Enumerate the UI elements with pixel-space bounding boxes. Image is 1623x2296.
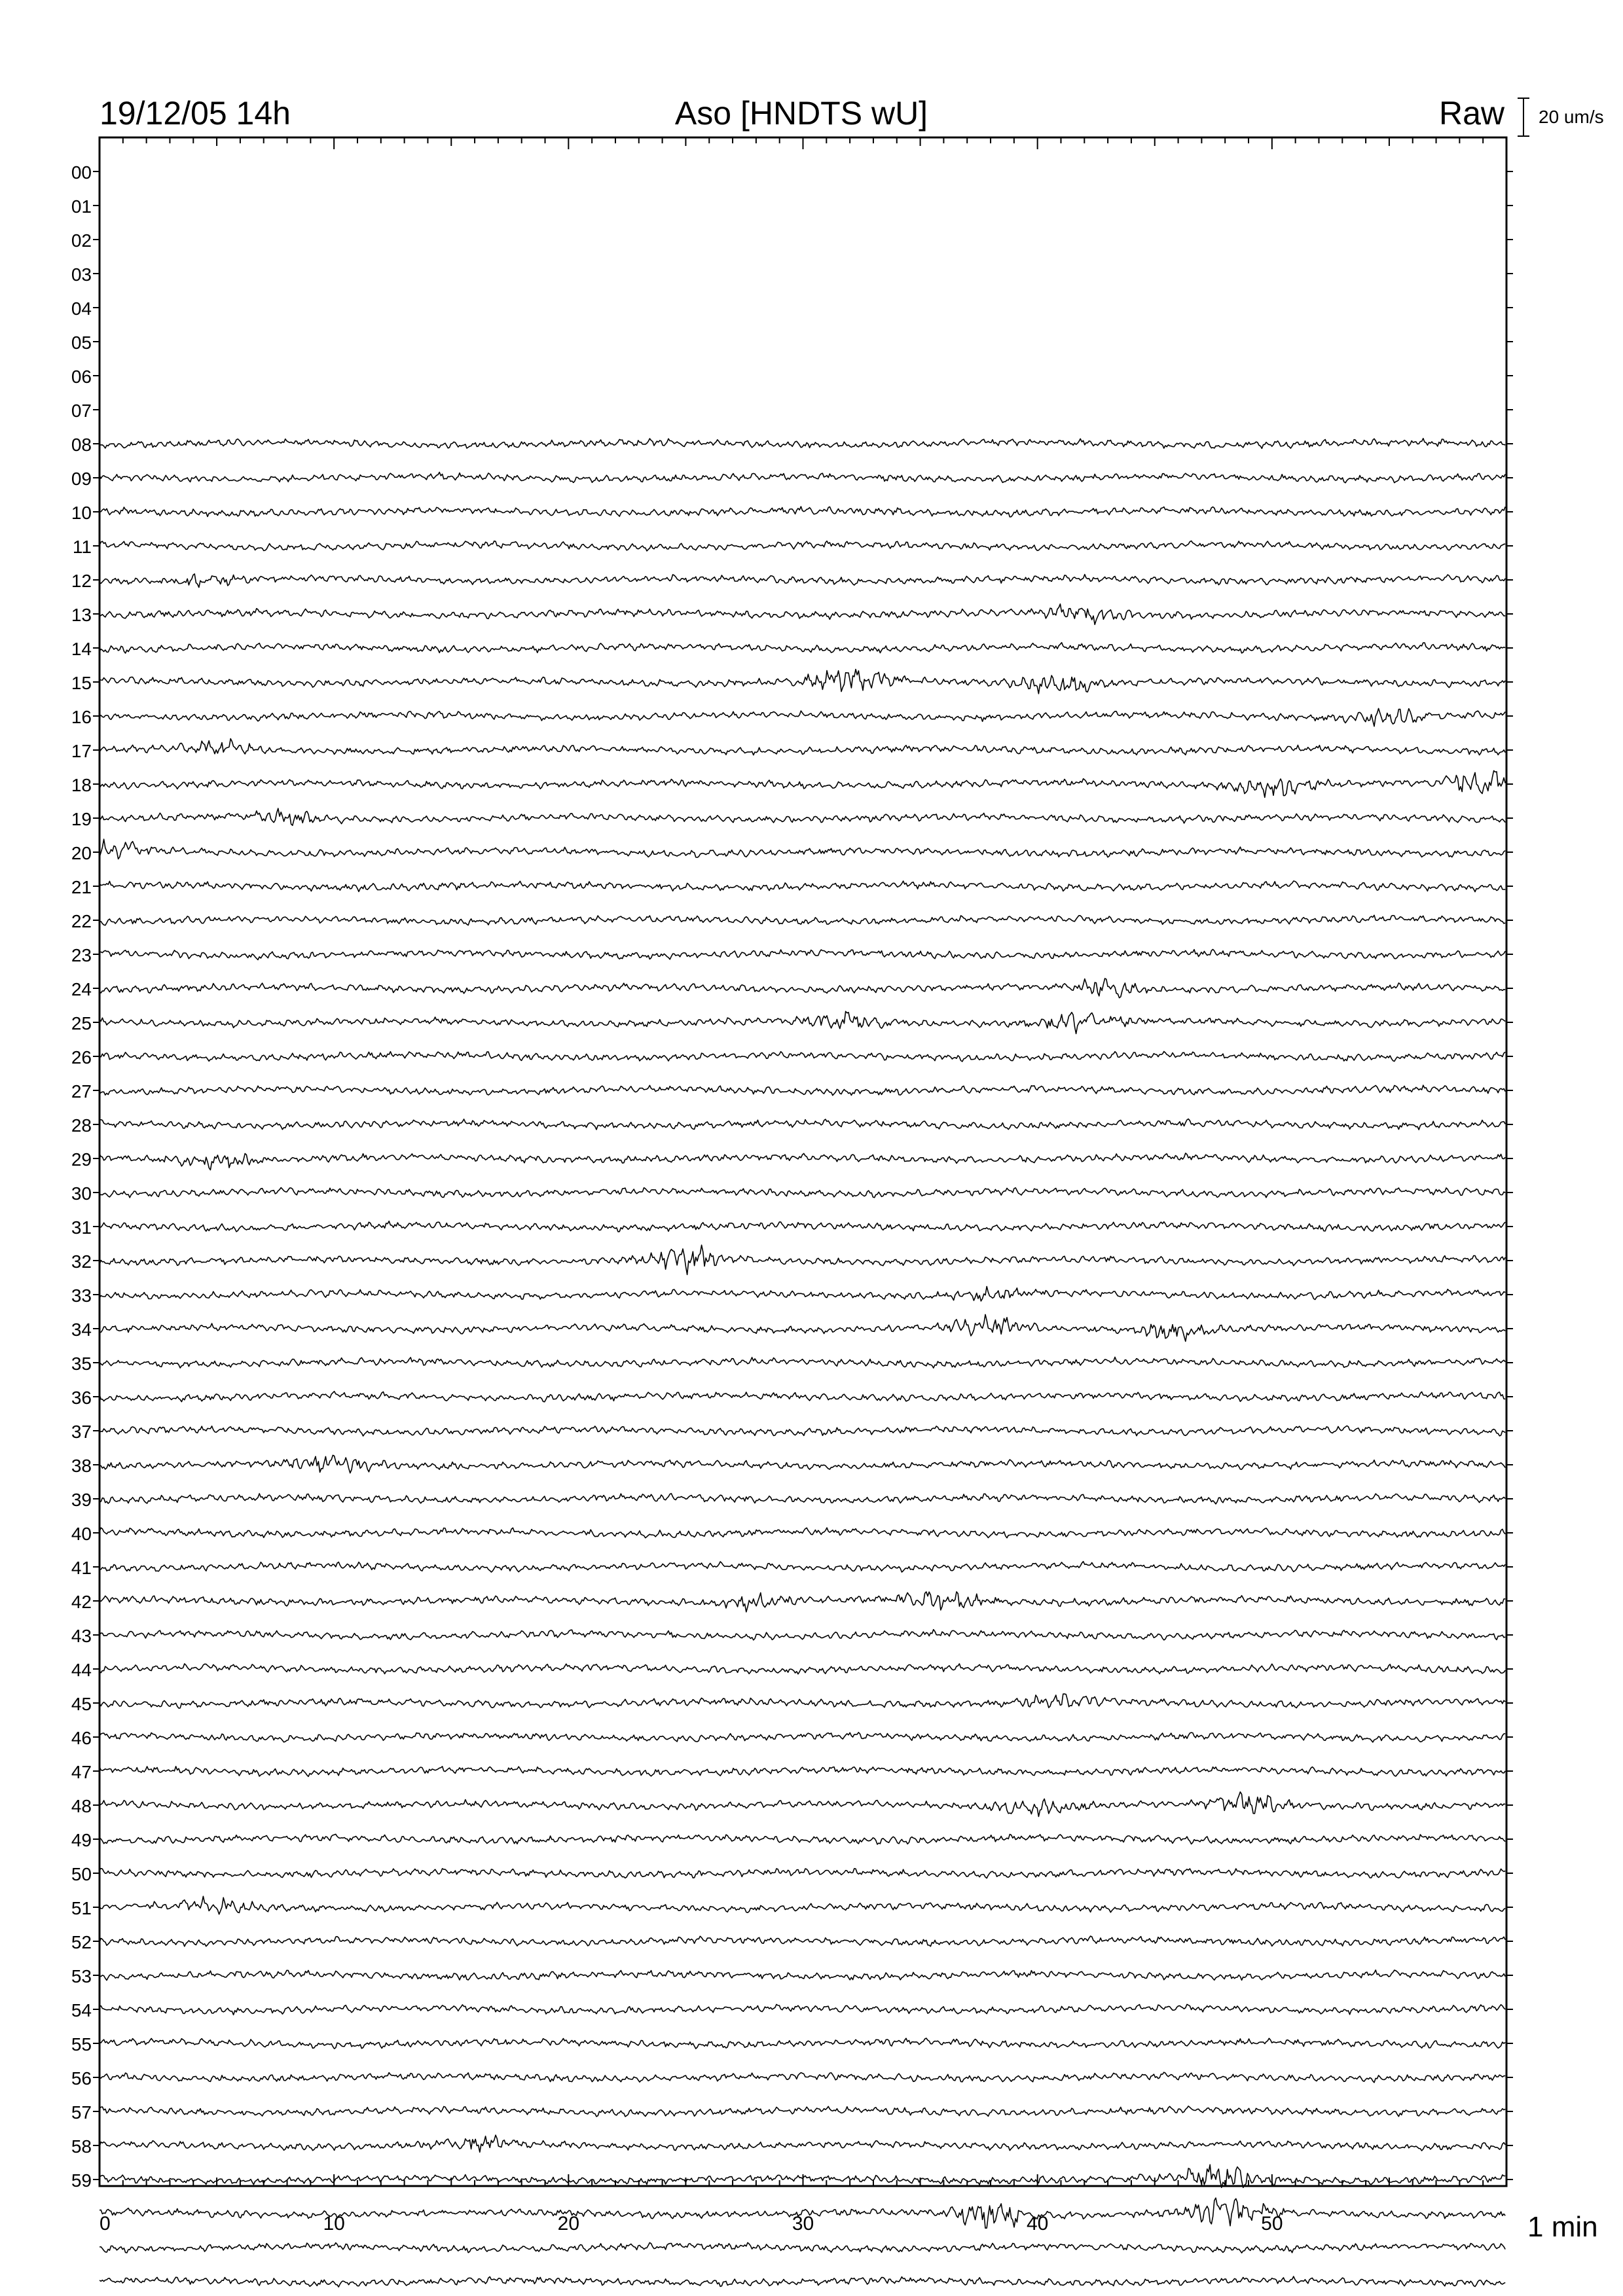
row-label: 13 xyxy=(71,605,92,625)
trace-row xyxy=(100,1869,1505,1878)
trace-row xyxy=(100,808,1505,825)
row-label: 29 xyxy=(71,1149,92,1170)
trace-row xyxy=(100,2072,1505,2083)
row-label: 36 xyxy=(71,1388,92,1408)
row-label: 06 xyxy=(71,367,92,387)
trace-row xyxy=(100,1528,1505,1538)
trace-row xyxy=(100,1767,1505,1777)
row-label: 33 xyxy=(71,1285,92,1306)
row-label: 45 xyxy=(71,1694,92,1714)
row-label: 00 xyxy=(71,162,92,183)
trace-row xyxy=(100,604,1505,624)
trace-row xyxy=(100,2243,1505,2253)
trace-row xyxy=(100,1494,1505,1504)
row-label: 25 xyxy=(71,1013,92,1033)
row-label: 46 xyxy=(71,1728,92,1748)
row-label: 41 xyxy=(71,1558,92,1578)
trace-row xyxy=(100,1314,1505,1341)
trace-row xyxy=(100,1834,1505,1844)
row-label: 59 xyxy=(71,2170,92,2191)
row-label: 37 xyxy=(71,1422,92,1442)
row-label: 22 xyxy=(71,911,92,931)
trace-row xyxy=(100,1391,1505,1402)
row-label: 15 xyxy=(71,673,92,693)
seismic-traces xyxy=(100,439,1505,2287)
trace-row xyxy=(100,978,1505,998)
x-tick-label: 0 xyxy=(100,2213,111,2234)
trace-row xyxy=(100,1630,1505,1640)
row-label: 04 xyxy=(71,298,92,319)
trace-row xyxy=(100,1562,1505,1572)
trace-row xyxy=(100,1085,1505,1096)
row-label: 40 xyxy=(71,1524,92,1544)
trace-row xyxy=(100,2038,1505,2049)
row-label: 34 xyxy=(71,1319,92,1340)
trace-row xyxy=(100,1188,1505,1198)
trace-row xyxy=(100,881,1505,892)
trace-row xyxy=(100,771,1505,798)
row-label: 27 xyxy=(71,1081,92,1102)
row-label: 09 xyxy=(71,469,92,489)
trace-row xyxy=(100,507,1505,517)
row-label: 31 xyxy=(71,1217,92,1238)
row-label: 28 xyxy=(71,1115,92,1136)
trace-row xyxy=(100,839,1505,859)
row-label: 17 xyxy=(71,741,92,761)
trace-row xyxy=(100,2106,1505,2117)
row-label: 14 xyxy=(71,639,92,659)
row-label: 05 xyxy=(71,332,92,353)
row-label: 07 xyxy=(71,401,92,421)
trace-row xyxy=(100,1732,1505,1742)
trace-row xyxy=(100,1287,1505,1301)
trace-row xyxy=(100,1970,1505,1981)
row-label: 21 xyxy=(71,877,92,897)
trace-row xyxy=(100,670,1505,694)
trace-row xyxy=(100,950,1505,960)
plot-frame xyxy=(100,137,1506,2186)
x-tick-label: 10 xyxy=(323,2213,345,2234)
trace-row xyxy=(100,2004,1505,2015)
row-label: 38 xyxy=(71,1456,92,1476)
row-label: 11 xyxy=(72,537,92,557)
row-label: 10 xyxy=(71,503,92,523)
x-tick-label: 40 xyxy=(1026,2213,1049,2234)
row-label: 26 xyxy=(71,1047,92,1067)
trace-row xyxy=(100,643,1505,653)
trace-row xyxy=(100,2135,1505,2152)
row-label: 30 xyxy=(71,1183,92,1204)
row-label: 02 xyxy=(71,230,92,251)
trace-row xyxy=(100,1011,1505,1033)
trace-row xyxy=(100,1153,1505,1170)
trace-row xyxy=(100,1792,1505,1817)
trace-row xyxy=(100,739,1505,755)
scale-bar-label: 20 um/s xyxy=(1539,107,1604,127)
x-tick-label: 50 xyxy=(1261,2213,1283,2234)
trace-row xyxy=(100,1455,1505,1473)
chart-datetime: 19/12/05 14h xyxy=(100,95,291,132)
trace-row xyxy=(100,1052,1505,1062)
row-label: 56 xyxy=(71,2068,92,2089)
row-label: 01 xyxy=(71,196,92,217)
row-label: 53 xyxy=(71,1966,92,1986)
row-label: 52 xyxy=(71,1932,92,1952)
row-label: 20 xyxy=(71,843,92,863)
trace-row xyxy=(100,473,1505,483)
trace-row xyxy=(100,1936,1505,1946)
x-tick-label: 30 xyxy=(792,2213,814,2234)
trace-row xyxy=(100,541,1505,550)
row-label: 35 xyxy=(71,1354,92,1374)
trace-row xyxy=(100,439,1505,448)
row-label: 57 xyxy=(71,2102,92,2123)
x-tick-label: 20 xyxy=(557,2213,580,2234)
row-label: 19 xyxy=(71,809,92,829)
row-label: 32 xyxy=(71,1251,92,1272)
chart-mode-label: Raw xyxy=(1438,95,1504,132)
trace-row xyxy=(100,574,1505,588)
trace-row xyxy=(100,915,1505,925)
scale-bar xyxy=(1518,98,1604,136)
row-label: 08 xyxy=(71,435,92,455)
row-label: 03 xyxy=(71,264,92,285)
hour-row-labels xyxy=(71,162,92,2191)
row-label: 44 xyxy=(71,1660,92,1680)
row-label: 23 xyxy=(71,945,92,965)
trace-row xyxy=(100,2276,1505,2287)
row-label: 51 xyxy=(71,1898,92,1918)
row-label: 43 xyxy=(71,1626,92,1646)
trace-row xyxy=(100,1592,1505,1612)
trace-row xyxy=(100,1664,1505,1674)
row-label: 12 xyxy=(71,571,92,591)
row-label: 58 xyxy=(71,2136,92,2157)
trace-row xyxy=(100,1221,1505,1232)
row-label: 50 xyxy=(71,1864,92,1884)
row-label: 55 xyxy=(71,2034,92,2054)
row-label: 54 xyxy=(71,2000,92,2020)
trace-row xyxy=(100,1426,1505,1437)
row-label: 16 xyxy=(71,707,92,727)
row-label: 47 xyxy=(71,1762,92,1782)
row-label: 39 xyxy=(71,1490,92,1510)
row-label: 18 xyxy=(71,775,92,795)
row-label: 24 xyxy=(71,979,92,999)
row-label: 49 xyxy=(71,1830,92,1850)
x-axis-label: 1 min xyxy=(1527,2211,1598,2243)
trace-row xyxy=(100,708,1505,726)
trace-row xyxy=(100,1245,1505,1274)
trace-row xyxy=(100,1694,1505,1708)
row-label: 48 xyxy=(71,1796,92,1816)
row-label: 42 xyxy=(71,1592,92,1612)
trace-row xyxy=(100,1896,1505,1914)
trace-row xyxy=(100,1357,1505,1369)
trace-row xyxy=(100,1119,1505,1130)
chart-title: Aso [HNDTS wU] xyxy=(674,95,928,132)
